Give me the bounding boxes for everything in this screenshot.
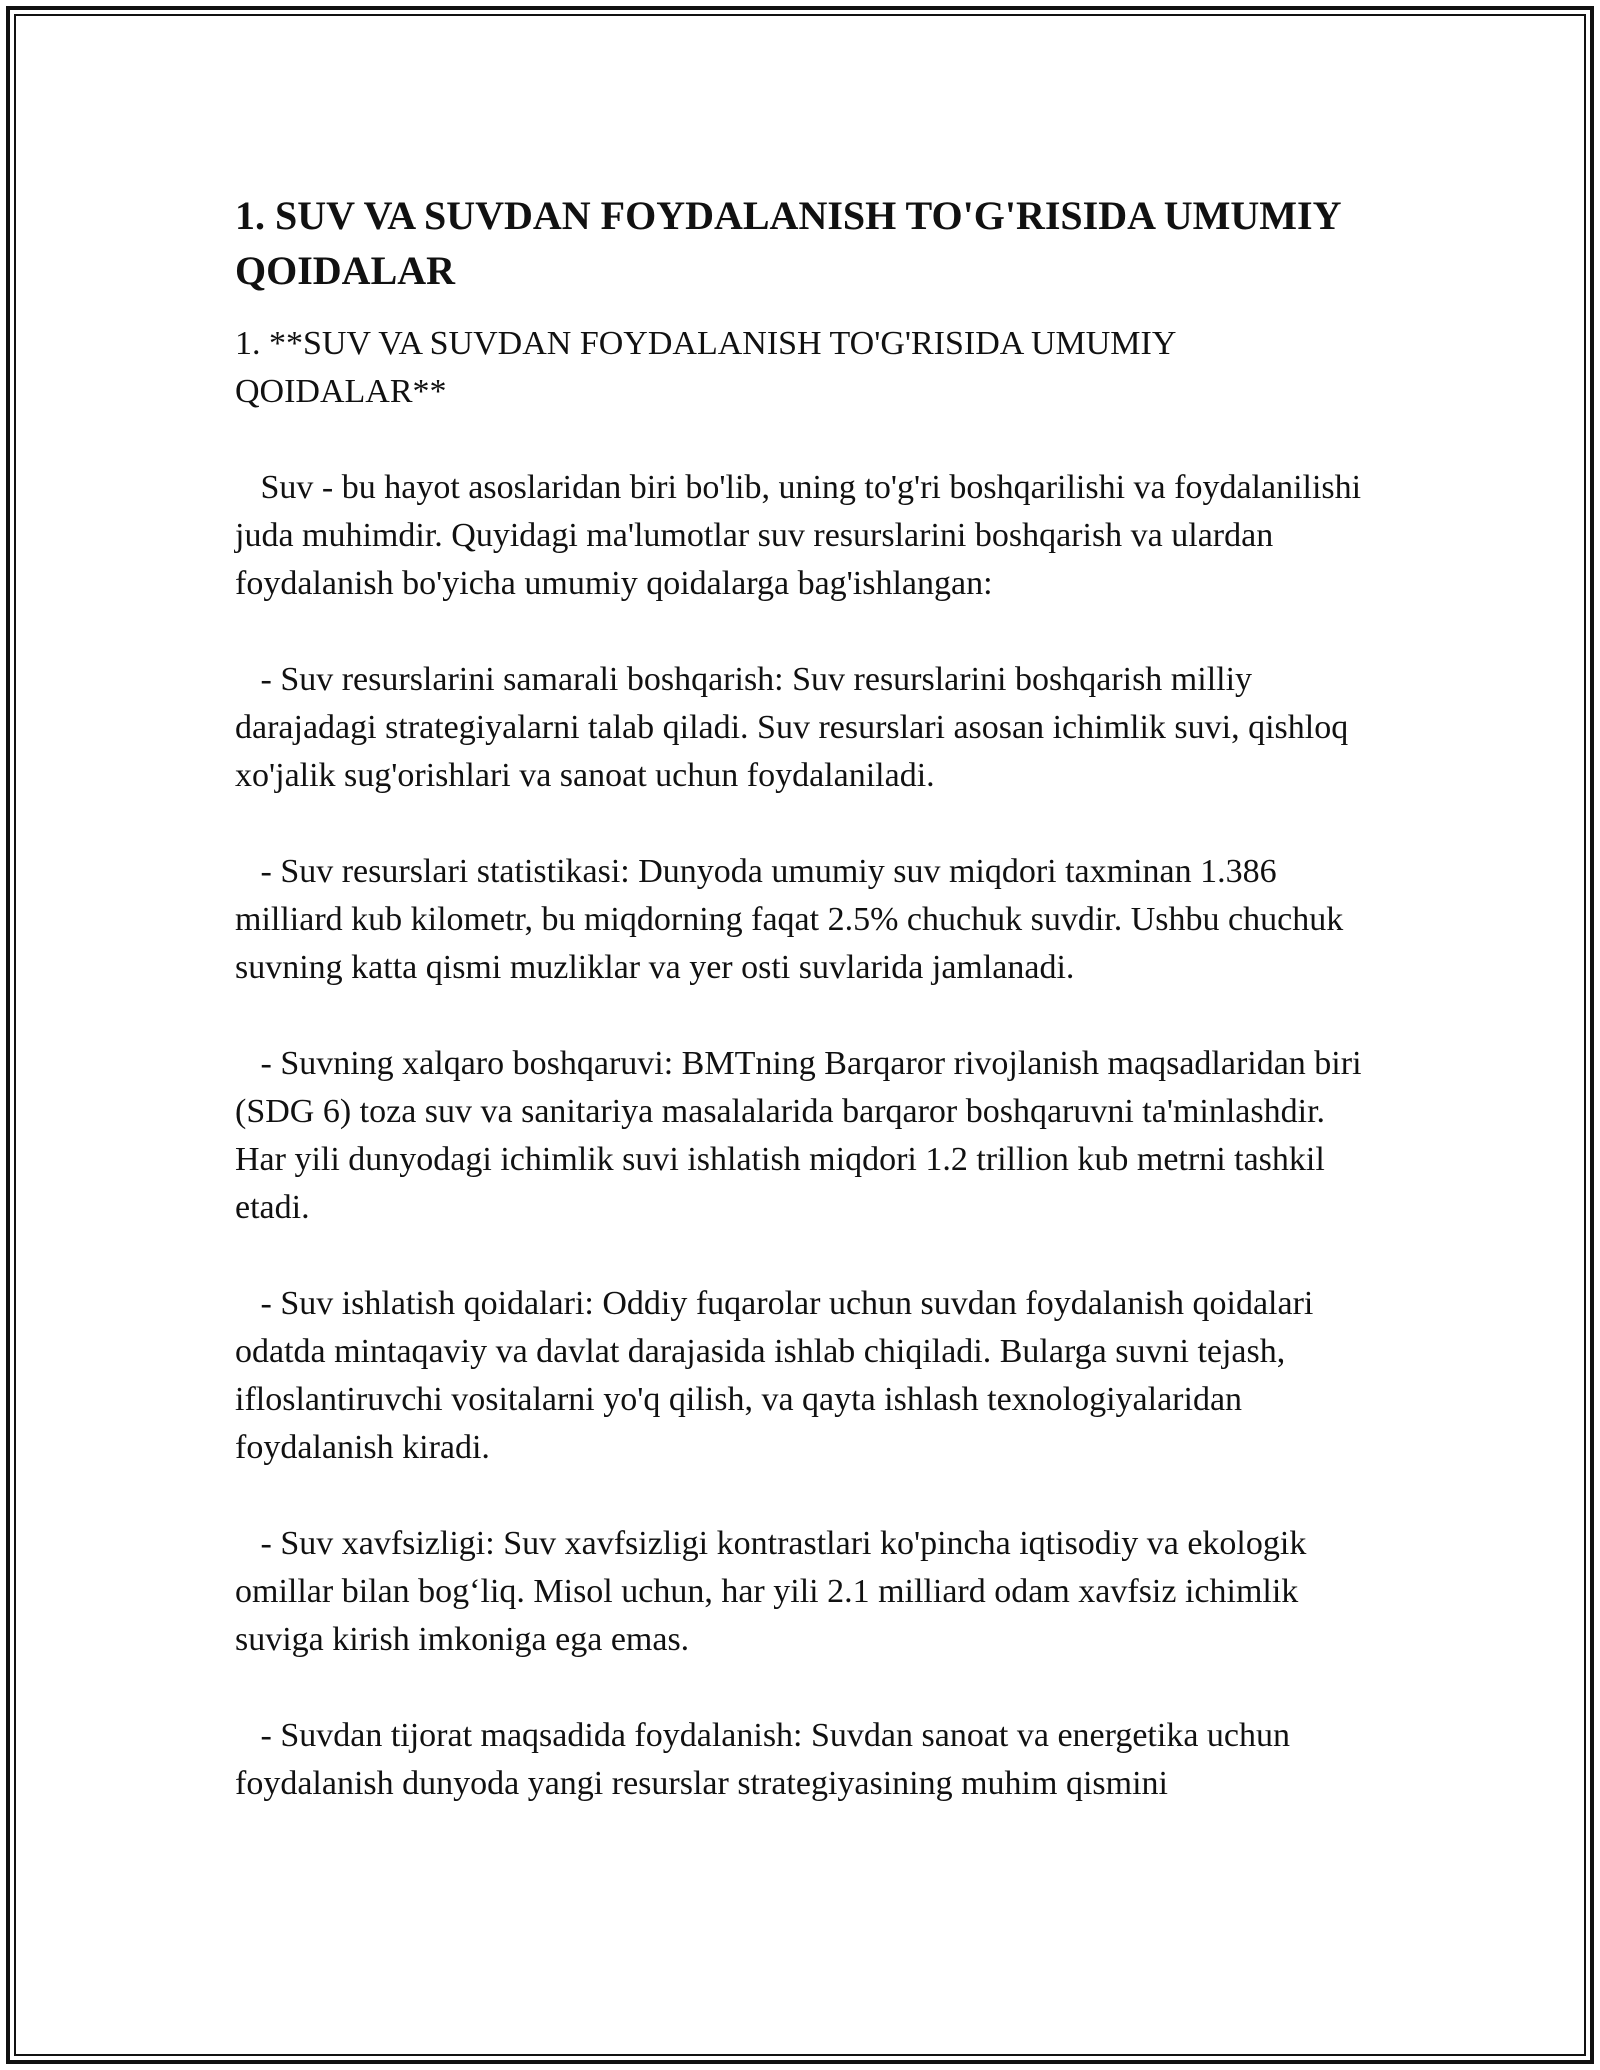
paragraph-water-security: - Suv xavfsizligi: Suv xavfsizligi kontrastlari ko'pincha iqtisodiy va ekologik omillar bilan bog‘liq. Misol uchun, har yili 2.1 milliard odam xavfsiz ichimlik suviga kirish imkoniga ega emas. [235, 1525, 1315, 1658]
paragraph-usage-rules: - Suv ishlatish qoidalari: Oddiy fuqarolar uchun suvdan foydalanish qoidalari odatda mintaqaviy va davlat darajasida ishlab chiqiladi. Bularga suvni tejash, ifloslantiruvchi vositalarni yo'q qilish, va qayta ishlash texnologiyalaridan foydalanish kiradi. [235, 1285, 1322, 1466]
paragraph-statistics: - Suv resurslari statistikasi: Dunyoda umumiy suv miqdori taxminan 1.386 milliard kub kilometr, bu miqdorning faqat 2.5% chuchuk suvdir. Ushbu chuchuk suvning katta qismi muzliklar va yer osti suvlarida jamlanadi. [235, 853, 1352, 986]
paragraph-international-governance: - Suvning xalqaro boshqaruvi: BMTning Barqaror rivojlanish maqsadlaridan biri (SDG 6) toza suv va sanitariya masalalarida barqaror boshqaruvni ta'minlashdir. Har yili dunyodagi ichimlik suvi ishlatish miqdori 1.2 trillion kub metrni tashkil etadi. [235, 1045, 1371, 1226]
paragraph-intro: Suv - bu hayot asoslaridan biri bo'lib, uning to'g'ri boshqarilishi va foydalanilishi juda muhimdir. Quyidagi ma'lumotlar suv resurslarini boshqarish va ulardan foydalanish bo'yicha umumiy qoidalarga bag'ishlangan: [235, 469, 1370, 602]
paragraph-resource-management: - Suv resurslarini samarali boshqarish: Suv resurslarini boshqarish milliy darajadagi strategiyalarni talab qiladi. Suv resurslari asosan ichimlik suvi, qishloq xo'jalik sug'orishlari va sanoat uchun foydalaniladi. [235, 661, 1357, 794]
section-title: 1. SUV VA SUVDAN FOYDALANISH TO'G'RISIDA UMUMIY QOIDALAR [235, 193, 1341, 293]
section-subheading: 1. **SUV VA SUVDAN FOYDALANISH TO'G'RISIDA UMUMIY QOIDALAR** [235, 325, 1184, 410]
paragraph-commercial-use: - Suvdan tijorat maqsadida foydalanish: Suvdan sanoat va energetika uchun foydalanish dunyoda yangi resurslar strategiyasining muhim qismini [235, 1717, 1299, 1802]
document-body [235, 188, 1375, 1856]
